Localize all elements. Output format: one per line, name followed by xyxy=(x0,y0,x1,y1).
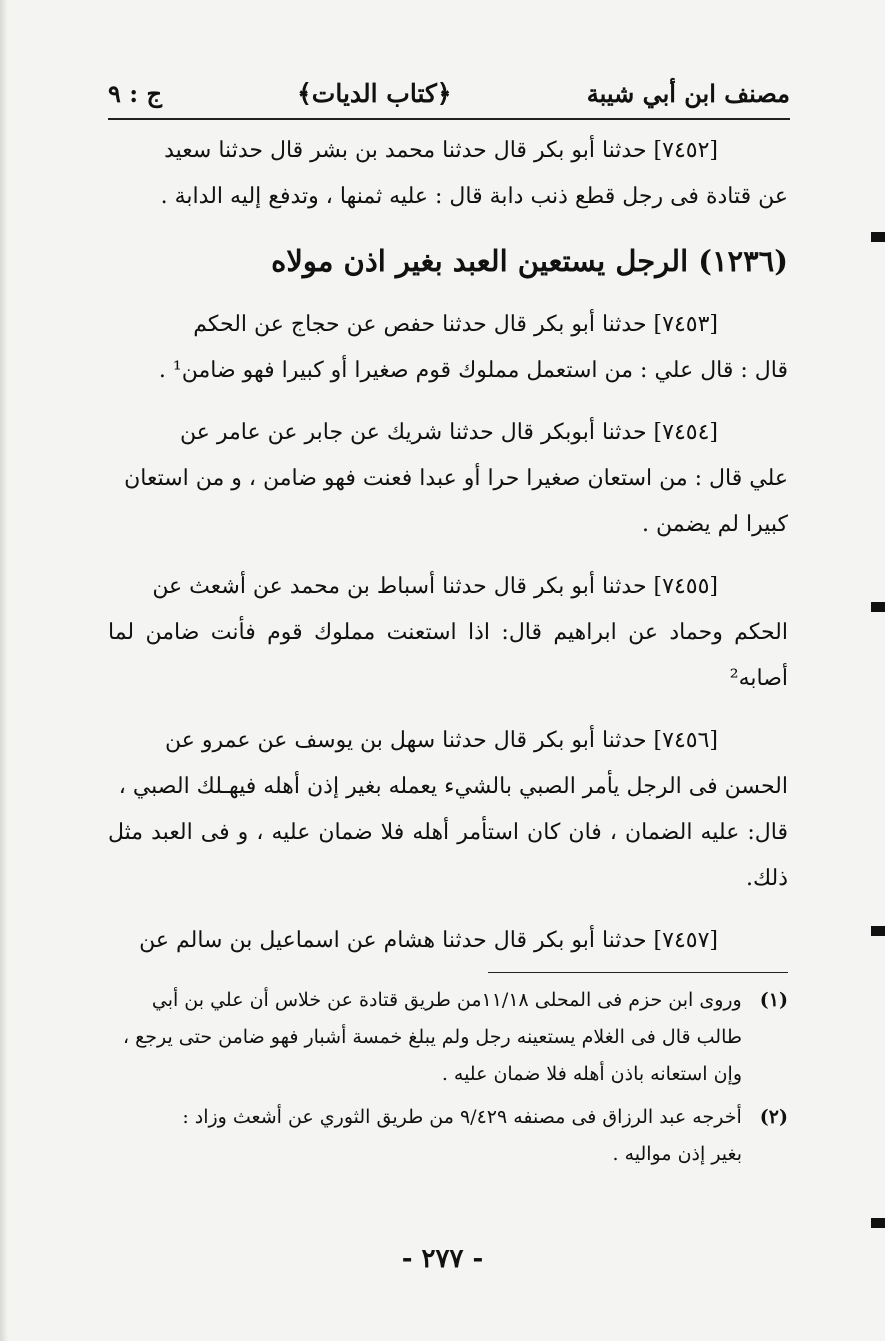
scan-edge xyxy=(0,0,8,1341)
footnote-1 xyxy=(108,982,788,1093)
footnote-number: (٢) xyxy=(759,1106,788,1128)
hadith-7456 xyxy=(108,718,788,902)
hadith-line: كبيرا لم يضمن . xyxy=(642,512,788,537)
main-text xyxy=(108,128,788,980)
hadith-line: [٧٤٥٤] حدثنا أبوبكر قال حدثنا شريك عن جابر عن عامر عن xyxy=(180,420,718,445)
hadith-line: الحسن فى الرجل يأمر الصبي بالشيء يعمله بغير إذن أهله فيهـلك الصبي ، xyxy=(118,774,788,799)
hadith-7452 xyxy=(108,128,788,220)
page-number: - ٢٧٧ - xyxy=(401,1244,484,1274)
footnote-line: أخرجه عبد الرزاق فى مصنفه ٩/٤٢٩ من طريق الثوري عن أشعث وزاد : xyxy=(182,1106,742,1128)
hadith-line: عن قتادة فى رجل قطع ذنب دابة قال : عليه ثمنها ، وتدفع إليه الدابة . xyxy=(160,184,788,209)
volume-number: ج : ٩ xyxy=(108,78,162,108)
hadith-7453 xyxy=(108,302,788,394)
footnote-number: (١) xyxy=(759,989,788,1011)
hadith-line: [٧٤٥٥] حدثنا أبو بكر قال حدثنا أسباط بن محمد عن أشعث عن xyxy=(152,574,718,599)
hadith-7455 xyxy=(108,564,788,702)
chapter-heading: (١٢٣٦) الرجل يستعين العبد بغير اذن مولاه xyxy=(271,244,788,278)
hadith-line: [٧٤٥٢] حدثنا أبو بكر قال حدثنا محمد بن بشر قال حدثنا سعيد xyxy=(164,138,718,163)
margin-mark xyxy=(871,1218,885,1228)
hadith-7457 xyxy=(108,918,788,964)
hadith-line: [٧٤٥٧] حدثنا أبو بكر قال حدثنا هشام عن اسماعيل بن سالم عن xyxy=(139,928,718,953)
hadith-7454 xyxy=(108,410,788,548)
margin-mark xyxy=(871,232,885,242)
hadith-line: علي قال : من استعان صغيرا حرا أو عبدا فعنت فهو ضامن ، و من استعان xyxy=(124,466,788,491)
book-section-title: ﴿كتاب الديات﴾ xyxy=(297,78,452,108)
hadith-line: قال: عليه الضمان ، فان كان استأمر أهله فلا ضمان عليه ، و فى العبد مثل ذلك. xyxy=(108,820,788,891)
footnote-line: طالب قال فى الغلام يستعينه رجل ولم يبلغ خمسة أشبار فهو ضامن حتى يرجع ، xyxy=(122,1026,742,1048)
hadith-line: [٧٤٥٣] حدثنا أبو بكر قال حدثنا حفص عن حجاج عن الحكم xyxy=(193,312,718,337)
margin-mark xyxy=(871,602,885,612)
footnotes xyxy=(108,982,788,1179)
book-title: مصنف ابن أبي شيبة xyxy=(586,78,790,108)
margin-mark xyxy=(871,926,885,936)
hadith-line: الحكم وحماد عن ابراهيم قال: اذا استعنت مملوك قوم فأنت ضامن لما أصابه² xyxy=(108,620,788,691)
footnote-line: وروى ابن حزم فى المحلى ١١/١٨من طريق قتادة عن خلاس أن علي بن أبي xyxy=(151,989,742,1011)
hadith-line: قال : قال علي : من استعمل مملوك قوم صغيرا أو كبيرا فهو ضامن¹ . xyxy=(158,358,788,383)
footnote-line: وإن استعانه باذن أهله فلا ضمان عليه . xyxy=(441,1063,742,1085)
footnote-2 xyxy=(108,1099,788,1173)
running-header xyxy=(108,68,790,120)
footnote-divider xyxy=(488,972,788,973)
hadith-line: [٧٤٥٦] حدثنا أبو بكر قال حدثنا سهل بن يوسف عن عمرو عن xyxy=(165,728,718,753)
footnote-line: بغير إذن مواليه . xyxy=(612,1143,742,1165)
